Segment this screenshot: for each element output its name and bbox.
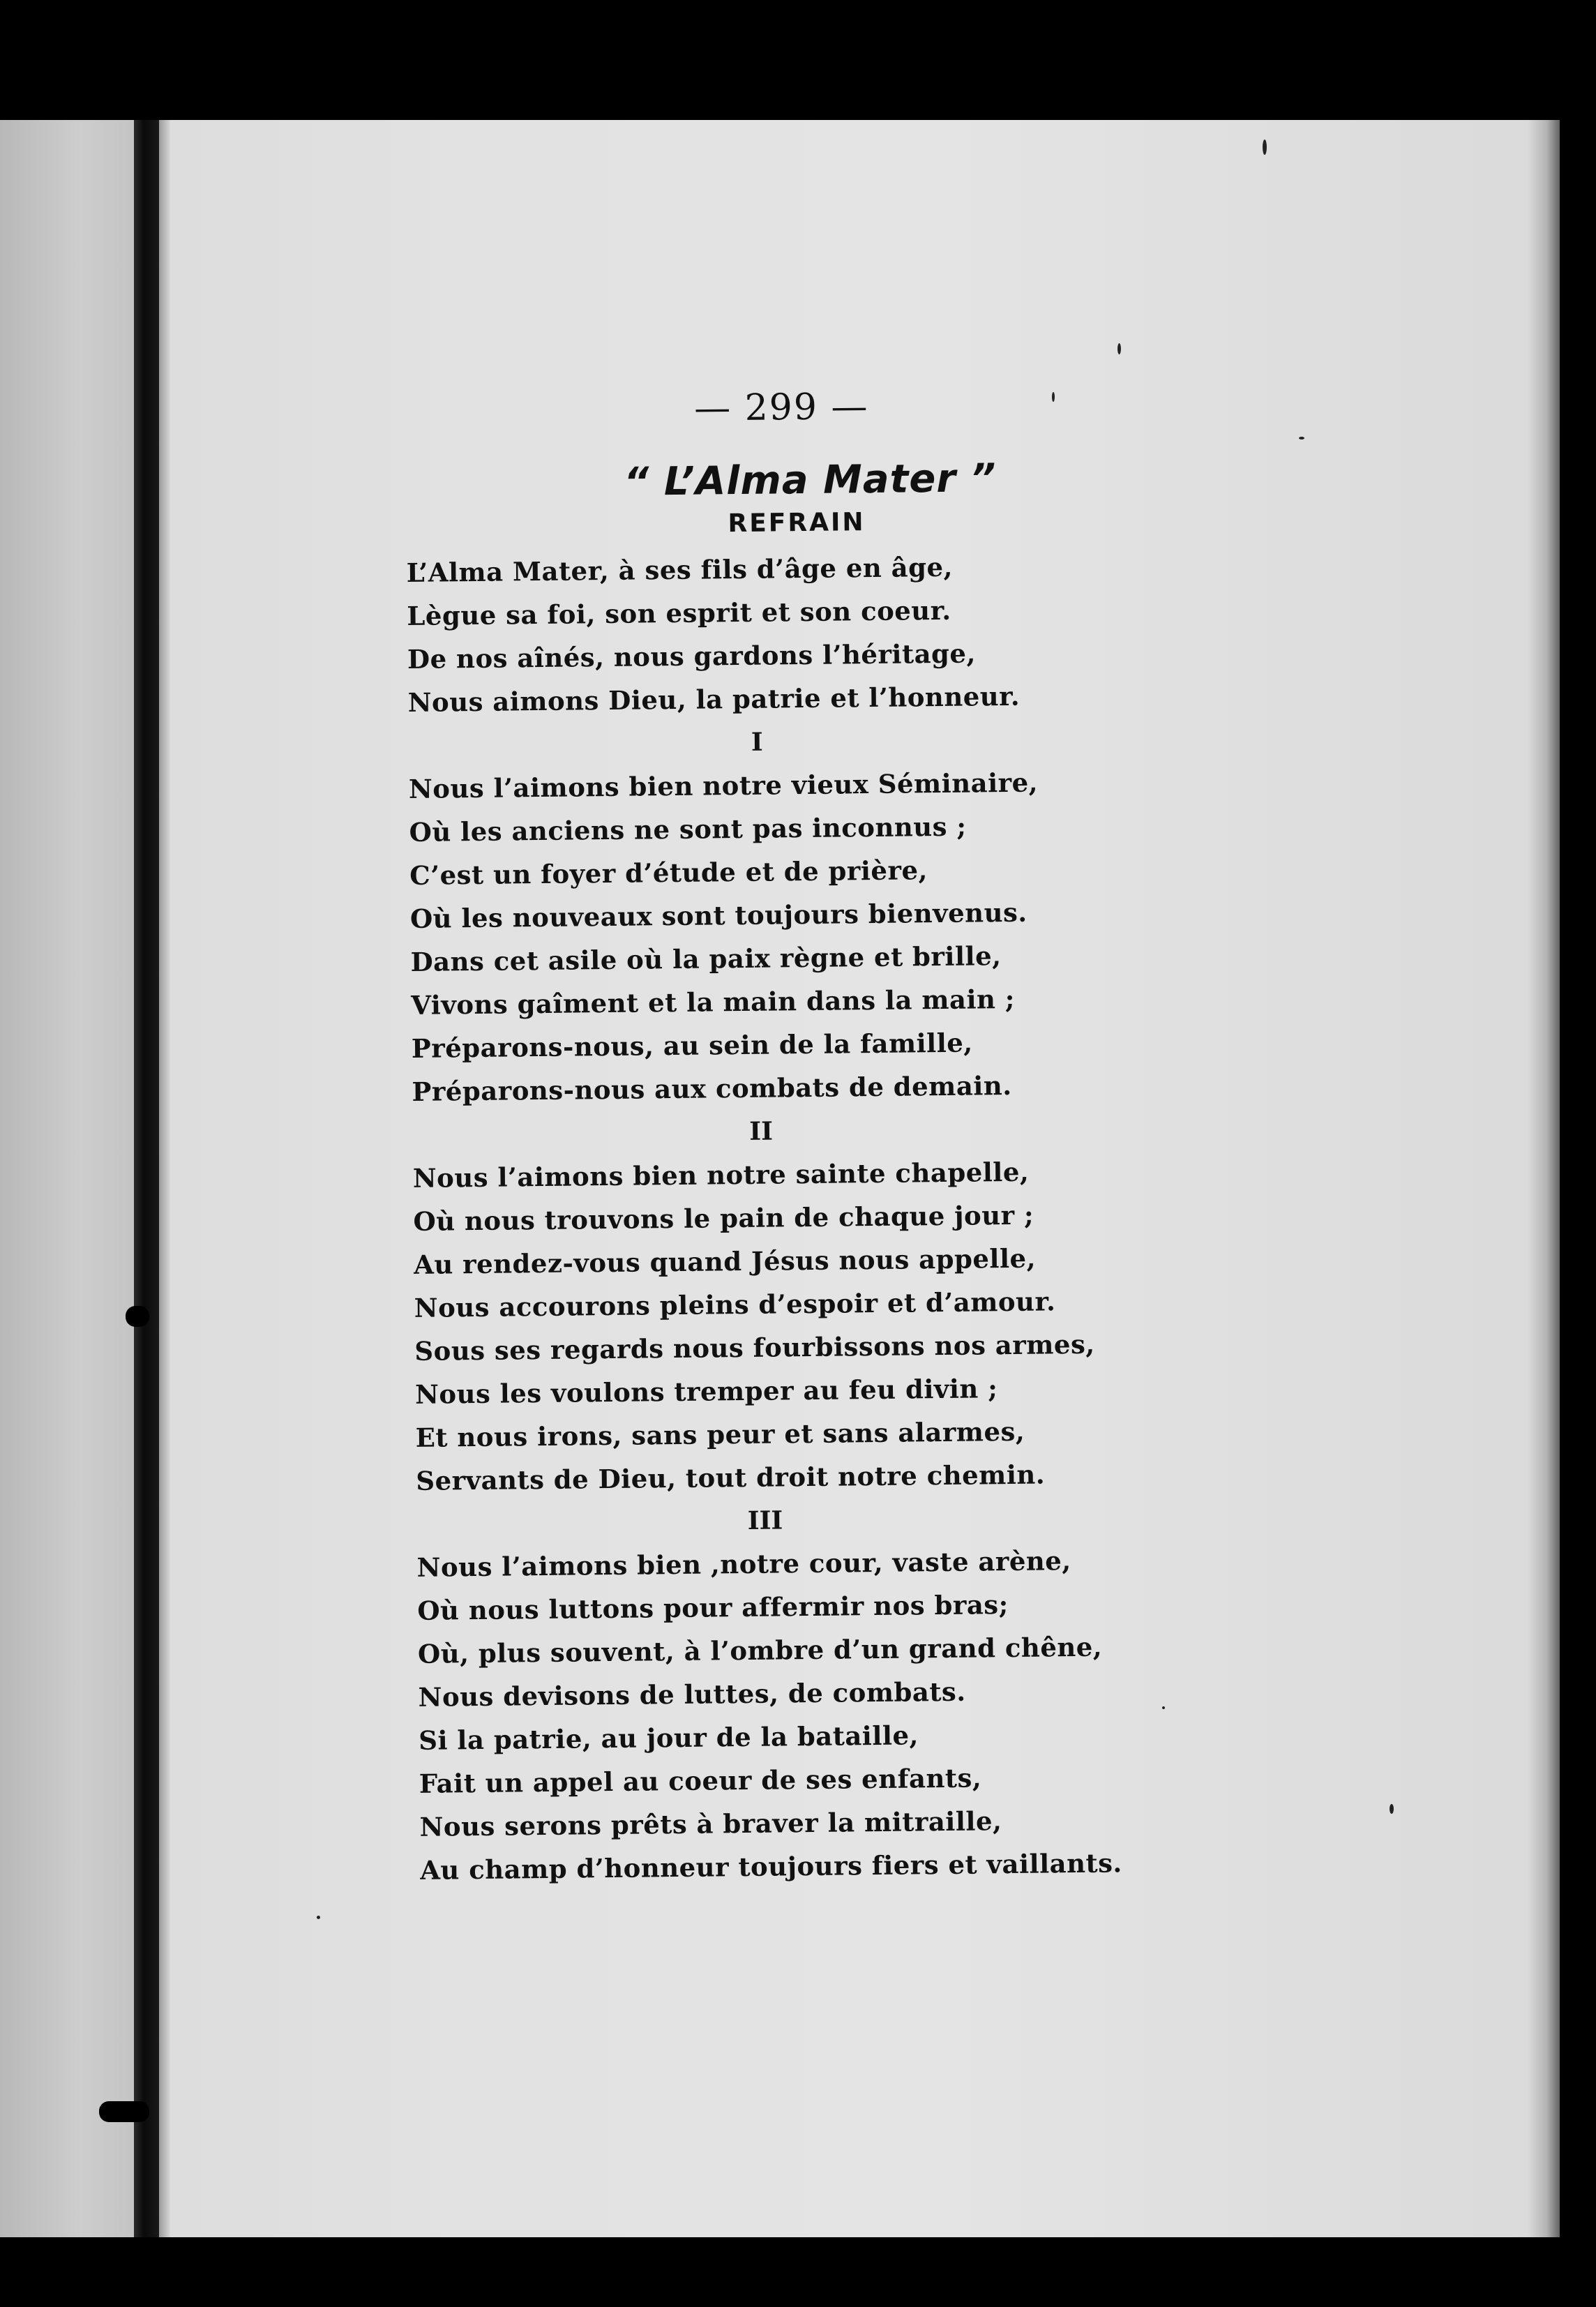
- verse-line: Nous accourons pleins d’espoir et d’amour.: [414, 1286, 1056, 1323]
- binding-edge: [134, 120, 159, 2237]
- verse-line: Vivons gaîment et la main dans la main ;: [410, 983, 1016, 1021]
- left-margin: [0, 120, 134, 2237]
- verse-line: Où les nouveaux sont toujours bienvenus.: [409, 896, 1027, 934]
- verse-line: Nous l’aimons bien notre vieux Séminaire,: [408, 767, 1039, 804]
- verse-line: Lègue sa foi, son esprit et son coeur.: [407, 594, 951, 631]
- verse-line: Préparons-nous aux combats de demain.: [412, 1069, 1012, 1107]
- verse-line: Au rendez-vous quand Jésus nous appelle,: [413, 1242, 1037, 1280]
- stanza-numeral: II: [749, 1116, 774, 1146]
- verse-line: Servants de Dieu, tout droit notre chemin.: [416, 1459, 1046, 1496]
- refrain-stanza: [406, 543, 1189, 724]
- binding-clip-bottom: [99, 2101, 149, 2122]
- dust-speck: [1117, 343, 1121, 354]
- dust-speck: [1263, 140, 1267, 155]
- verse-line: Fait un appel au coeur de ses enfants,: [419, 1762, 982, 1799]
- verse-line: Et nous irons, sans peur et sans alarmes,: [415, 1415, 1025, 1453]
- dust-speck: [317, 1916, 320, 1919]
- verse-line: Au champ d’honneur toujours fiers et vaillants.: [419, 1847, 1123, 1886]
- poem: [405, 382, 1201, 1892]
- dust-speck: [1299, 437, 1304, 439]
- poem-title: “ L’Alma Mater ”: [623, 456, 997, 505]
- verse-line: Où les anciens ne sont pas inconnus ;: [409, 811, 967, 848]
- verse-line: Nous l’aimons bien notre sainte chapelle,: [412, 1156, 1030, 1194]
- verse-line: L’Alma Mater, à ses fils d’âge en âge,: [406, 551, 954, 588]
- binding-clip-top: [126, 1306, 149, 1327]
- verse-line: Nous aimons Dieu, la patrie et l’honneur.: [407, 680, 1021, 718]
- stanza-numeral: III: [747, 1505, 783, 1535]
- verse-line: Où nous luttons pour affermir nos bras;: [417, 1589, 1009, 1626]
- dust-speck: [1390, 1804, 1394, 1814]
- bottom-border: [0, 2237, 1596, 2307]
- verse-line: Nous serons prêts à braver la mitraille,: [419, 1805, 1002, 1842]
- verse-line: Dans cet asile où la paix règne et brille,: [410, 940, 1002, 977]
- verse-line: C’est un foyer d’étude et de prière,: [409, 855, 928, 891]
- stanza-1: [408, 716, 1194, 1113]
- verse-line: De nos aînés, nous gardons l’héritage,: [407, 638, 977, 675]
- stanza-2: [412, 1105, 1198, 1503]
- verse-line: Où, plus souvent, à l’ombre d’un grand chêne,: [417, 1631, 1103, 1669]
- stanza-numeral: I: [751, 727, 763, 757]
- verse-line: Nous les voulons tremper au feu divin ;: [414, 1373, 998, 1410]
- verse-line: Préparons-nous, au sein de la famille,: [411, 1027, 973, 1064]
- refrain-heading: REFRAIN: [728, 508, 866, 539]
- verse-line: Si la patrie, au jour de la bataille,: [419, 1720, 919, 1756]
- verse-line: Sous ses regards nous fourbissons nos armes,: [414, 1328, 1095, 1367]
- verse-line: Nous l’aimons bien ,notre cour, vaste arène,: [416, 1545, 1071, 1583]
- verse-line: Où nous trouvons le pain de chaque jour ;: [413, 1199, 1034, 1237]
- page-number: — 299 —: [693, 386, 869, 430]
- stanza-3: [416, 1494, 1202, 1892]
- right-edge-shadow: [1528, 120, 1560, 2237]
- binding-highlight: [159, 120, 170, 2237]
- verse-line: Nous devisons de luttes, de combats.: [418, 1676, 966, 1713]
